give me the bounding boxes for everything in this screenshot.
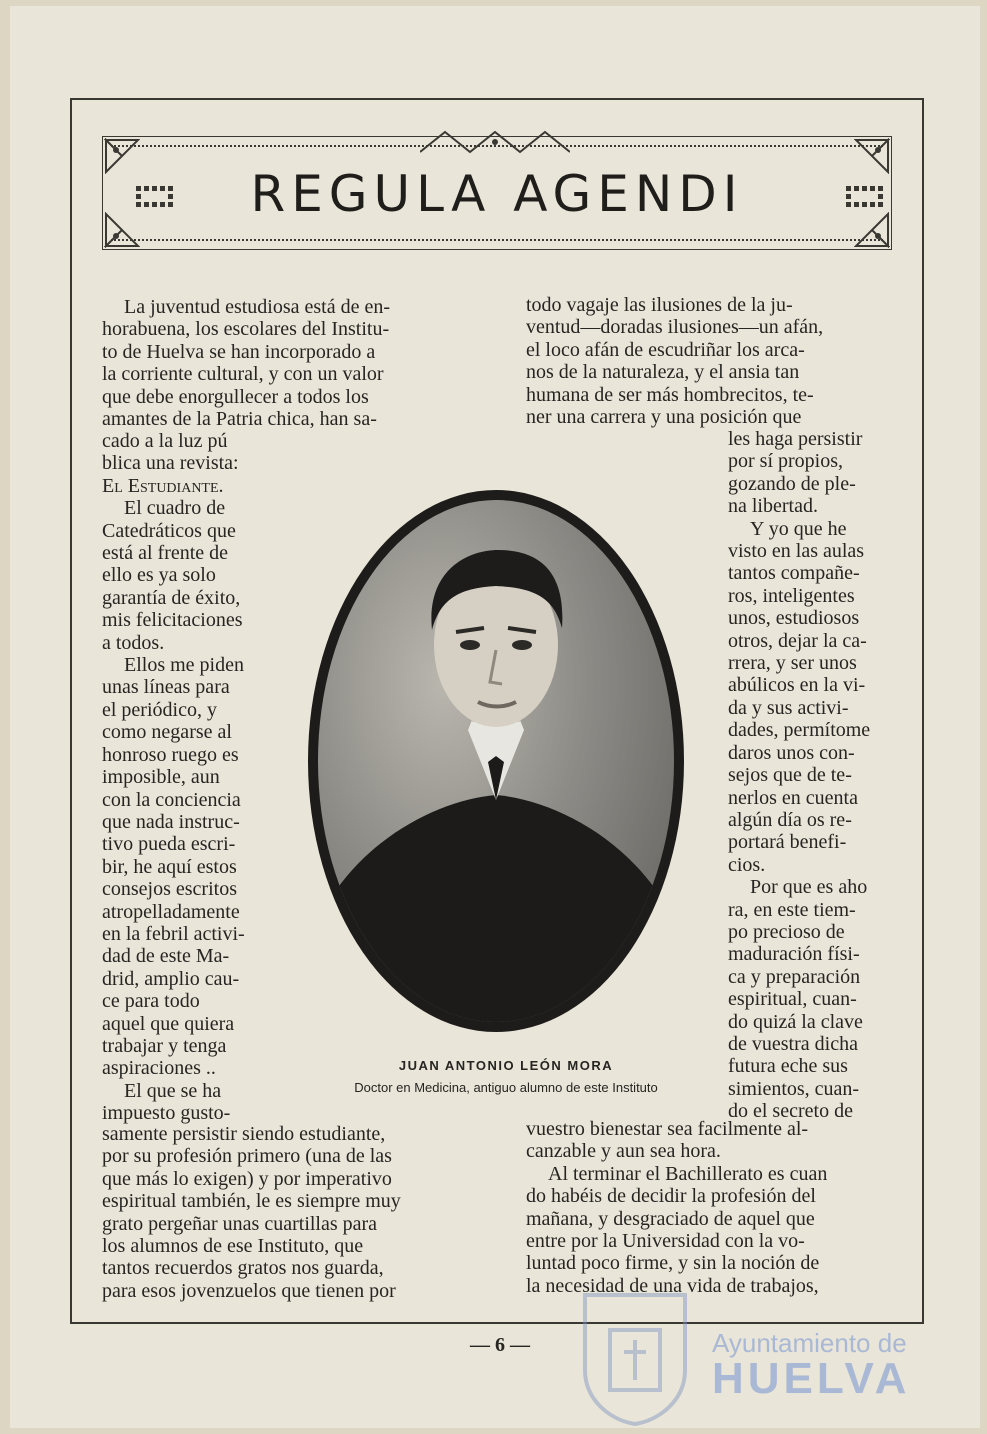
text-line: la corriente cultural, y con un valor — [102, 363, 384, 386]
text-line: futura eche sus — [728, 1055, 848, 1078]
text-line: maduración físi- — [728, 943, 860, 966]
corner-ornament-icon — [104, 138, 140, 174]
text-line: que nada instruc- — [102, 810, 240, 833]
text-line: la necesidad de una vida de trabajos, — [526, 1274, 819, 1297]
text-line: Por que es aho — [750, 876, 868, 899]
text-line: rrera, y ser unos — [728, 652, 857, 675]
watermark-line-2: HUELVA — [712, 1354, 911, 1403]
text-line: espiritual también, le es siempre muy — [102, 1190, 401, 1213]
text-line: tantos recuerdos gratos nos guarda, — [102, 1257, 384, 1280]
text-line: espiritual, cuan- — [728, 988, 857, 1011]
text-line: na libertad. — [728, 495, 818, 518]
side-grid-ornament-icon — [136, 186, 180, 208]
text-line: atropelladamente — [102, 900, 240, 923]
text-line: de vuestra dicha — [728, 1032, 858, 1055]
text-line: entre por la Universidad con la vo- — [526, 1230, 805, 1253]
city-shield-watermark-icon — [580, 1290, 690, 1426]
text-line: Y yo que he — [750, 517, 847, 540]
corner-ornament-icon — [854, 138, 890, 174]
text-line: La juventud estudiosa está de en- — [124, 296, 391, 318]
text-line: ce para todo — [102, 990, 200, 1013]
text-line: ros, inteligentes — [728, 584, 855, 607]
side-grid-ornament-icon — [846, 186, 890, 208]
text-line: abúlicos en la vi- — [728, 674, 866, 697]
text-line: Catedráticos que — [102, 519, 236, 542]
text-line: el loco afán de escudriñar los arca- — [526, 338, 805, 361]
text-line: samente persistir siendo estudiante, — [102, 1123, 386, 1145]
text-line: ventud—doradas ilusiones—un afán, — [526, 316, 824, 339]
text-line: do habéis de decidir la profesión del — [526, 1185, 816, 1208]
text-line: gozando de ple- — [728, 472, 856, 495]
text-line: bir, he aquí estos — [102, 855, 237, 878]
text-line: El cuadro de — [124, 497, 226, 520]
portrait-caption-subtitle: Doctor en Medicina, antiguo alumno de este Instituto — [354, 1080, 658, 1095]
text-line: les haga persistir — [728, 428, 863, 450]
text-line: daros unos con- — [728, 741, 855, 764]
text-line: ner una carrera y una posición que — [526, 406, 802, 429]
text-line: aspiraciones .. — [102, 1057, 216, 1080]
portrait-figure-icon — [318, 500, 674, 1022]
right-column-bottom-text — [526, 1118, 900, 1297]
text-line: po precioso de — [728, 920, 845, 943]
portrait-photo — [318, 500, 674, 1022]
text-line: El que se ha — [124, 1079, 222, 1102]
corner-ornament-icon — [854, 212, 890, 248]
watermark-line-1: Ayuntamiento de — [712, 1328, 907, 1358]
text-line: tantos compañe- — [728, 562, 860, 585]
text-line: grato pergeñar unas cuartillas para — [102, 1212, 378, 1235]
text-line: que debe enorgullecer a todos los — [102, 385, 369, 408]
text-line: otros, dejar la ca- — [728, 629, 867, 652]
text-line: nerlos en cuenta — [728, 786, 858, 809]
text-line: en la febril activi- — [102, 922, 245, 945]
text-line: consejos escritos — [102, 878, 237, 901]
text-line: nos de la naturaleza, y el ansia tan — [526, 361, 800, 384]
text-line: humana de ser más hombrecitos, te- — [526, 383, 814, 406]
text-line: por sí propios, — [728, 450, 843, 473]
text-line: todo vagaje las ilusiones de la ju- — [526, 294, 793, 316]
portrait-caption-name: JUAN ANTONIO LEÓN MORA — [398, 1058, 614, 1073]
top-center-ornament-icon — [420, 128, 570, 154]
text-line: amantes de la Patria chica, han sa- — [102, 408, 377, 431]
text-line: canzable y aun sea hora. — [526, 1140, 721, 1163]
text-line: unas líneas para — [102, 676, 230, 699]
text-line: mis felicitaciones — [102, 609, 243, 632]
text-line: sejos que de te- — [728, 764, 852, 787]
left-column-narrow-text — [102, 430, 274, 1125]
text-line: para esos jovenzuelos que tienen por — [102, 1279, 396, 1302]
text-line: que más lo exigen) y por imperativo — [102, 1167, 392, 1190]
text-line: luntad poco firme, y sin la noción de — [526, 1252, 820, 1275]
text-line: to de Huelva se han incorporado a — [102, 340, 376, 363]
text-line: vuestro bienestar sea facilmente al- — [526, 1118, 809, 1140]
text-line: ca y preparación — [728, 965, 861, 988]
left-column-top-text — [102, 296, 474, 430]
text-line: blica una revista: — [102, 452, 239, 475]
text-line: aquel que quiera — [102, 1012, 235, 1035]
left-column-bottom-text — [102, 1123, 474, 1302]
text-line: trabajar y tenga — [102, 1034, 227, 1057]
text-line: tivo pueda escri- — [102, 833, 236, 856]
page-number: — 6 — — [470, 1334, 530, 1356]
text-line: impuesto gusto- — [102, 1102, 231, 1125]
text-line: do el secreto de — [728, 1100, 853, 1123]
text-line: da y sus activi- — [728, 696, 849, 719]
text-line: a todos. — [102, 631, 165, 654]
text-line: ello es ya solo — [102, 564, 216, 587]
text-line: por su profesión primero (una de las — [102, 1145, 392, 1168]
text-line: portará benefi- — [728, 831, 847, 854]
text-line: los alumnos de ese Instituto, que — [102, 1235, 364, 1258]
text-line: dades, permítome — [728, 719, 871, 742]
text-line: drid, amplio cau- — [102, 967, 240, 990]
magazine-name: El Estudiante. — [102, 474, 224, 497]
text-line: do quizá la clave — [728, 1010, 863, 1033]
text-line: Al terminar el Bachillerato es cuan — [548, 1162, 828, 1185]
text-line: horabuena, los escolares del Institu- — [102, 318, 390, 341]
text-line: algún día os re- — [728, 808, 852, 831]
text-line: visto en las aulas — [728, 540, 865, 563]
corner-ornament-icon — [104, 212, 140, 248]
text-line: honroso ruego es — [102, 743, 239, 766]
text-line: cado a la luz pú — [102, 430, 228, 452]
text-line: como negarse al — [102, 721, 232, 744]
text-line: dad de este Ma- — [102, 945, 230, 968]
text-line: simientos, cuan- — [728, 1077, 860, 1100]
right-column-top-text — [526, 294, 900, 428]
text-line: ra, en este tiem- — [728, 898, 856, 921]
text-line: está al frente de — [102, 542, 229, 565]
text-line: el periódico, y — [102, 698, 217, 721]
text-line: Ellos me piden — [124, 654, 244, 677]
text-line: garantía de éxito, — [102, 586, 241, 609]
text-line: mañana, y desgraciado de aquel que — [526, 1207, 815, 1230]
text-line: unos, estudiosos — [728, 607, 860, 630]
article-title: REGULA AGENDI — [250, 165, 744, 223]
right-column-narrow-text — [728, 428, 900, 1123]
text-line: imposible, aun — [102, 766, 220, 789]
text-line: con la conciencia — [102, 788, 241, 811]
text-line: cios. — [728, 853, 766, 876]
